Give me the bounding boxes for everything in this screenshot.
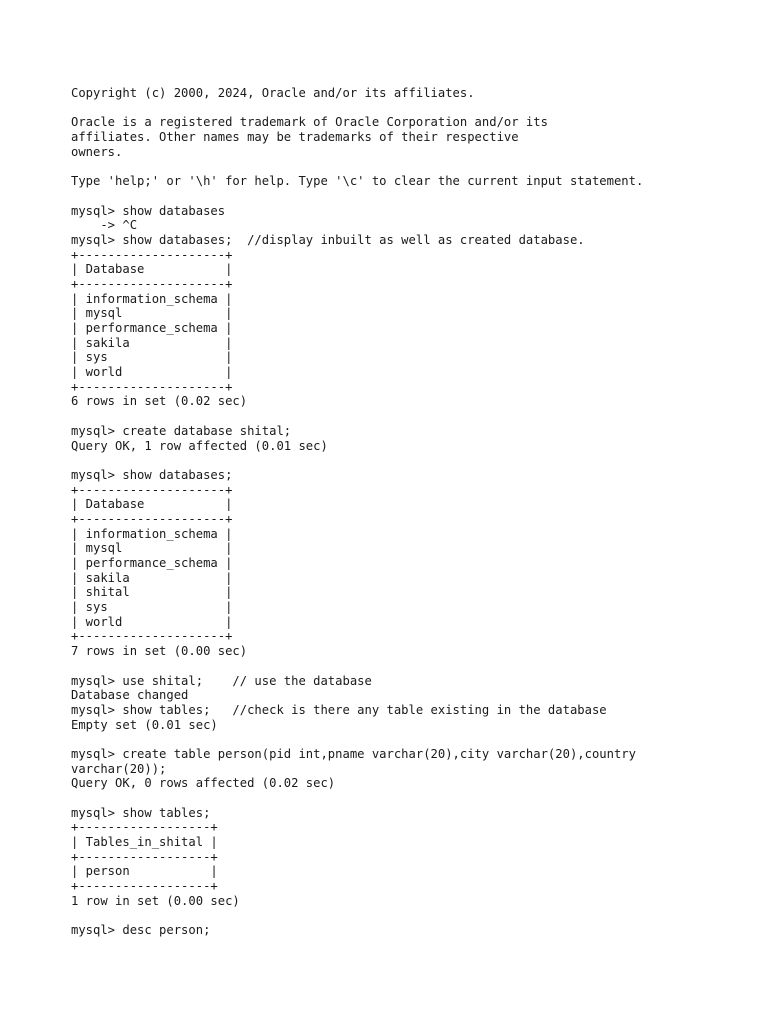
- text-line: | person |: [71, 864, 218, 879]
- text-line: +--------------------+: [71, 482, 233, 497]
- text-line: mysql> use shital; // use the database: [71, 673, 372, 688]
- text-line: | world |: [71, 365, 233, 380]
- text-line: | performance_schema |: [71, 321, 233, 335]
- text-line: mysql> show tables; //check is there any table existing in the database: [71, 702, 607, 717]
- text-line: | information_schema |: [71, 526, 233, 541]
- text-line: | shital |: [71, 585, 233, 600]
- text-line: | performance_schema |: [71, 556, 233, 570]
- text-line: 1 row in set (0.00 sec): [71, 893, 240, 908]
- text-line: mysql> show databases; //display inbuilt as well as created database.: [71, 232, 585, 247]
- text-line: mysql> desc person;: [71, 923, 211, 938]
- text-line: Type 'help;' or '\h' for help. Type '\c' to clear the current input statement.: [71, 174, 644, 189]
- text-line: mysql> show databases: [71, 203, 226, 218]
- document-page: [71, 86, 761, 938]
- text-line: | Tables_in_shital |: [71, 835, 218, 850]
- text-line: [71, 189, 761, 204]
- text-line: [71, 791, 761, 806]
- text-line: Query OK, 1 row affected (0.01 sec): [71, 438, 328, 453]
- text-line: +--------------------+: [71, 511, 233, 526]
- text-line: +--------------------+: [71, 276, 233, 291]
- text-line: Empty set (0.01 sec): [71, 717, 218, 732]
- text-line: | mysql |: [71, 306, 233, 321]
- text-line: | information_schema |: [71, 291, 233, 306]
- text-line: affiliates. Other names may be trademarks of their respective: [71, 130, 519, 145]
- text-line: [71, 101, 761, 116]
- text-line: [71, 409, 761, 424]
- text-line: | world |: [71, 614, 233, 629]
- text-line: | sys |: [71, 350, 233, 365]
- text-line: +------------------+: [71, 820, 218, 835]
- text-line: +--------------------+: [71, 629, 233, 644]
- text-line: +------------------+: [71, 849, 218, 864]
- text-line: | mysql |: [71, 541, 233, 556]
- text-line: Copyright (c) 2000, 2024, Oracle and/or its affiliates.: [71, 86, 475, 100]
- text-line: owners.: [71, 144, 123, 159]
- text-line: 7 rows in set (0.00 sec): [71, 644, 248, 659]
- text-line: [71, 159, 761, 174]
- text-line: mysql> create table person(pid int,pname varchar(20),city varchar(20),country: [71, 746, 636, 761]
- text-line: +------------------+: [71, 879, 218, 894]
- text-line: +--------------------+: [71, 247, 233, 262]
- text-line: Oracle is a registered trademark of Oracle Corporation and/or its: [71, 115, 548, 130]
- text-line: +--------------------+: [71, 379, 233, 394]
- text-line: | sys |: [71, 600, 233, 615]
- text-line: | sakila |: [71, 335, 233, 350]
- text-line: Database changed: [71, 688, 189, 703]
- text-line: [71, 453, 761, 468]
- text-line: 6 rows in set (0.02 sec): [71, 394, 248, 409]
- text-line: varchar(20));: [71, 761, 167, 776]
- text-line: | Database |: [71, 262, 233, 277]
- text-line: [71, 659, 761, 674]
- text-line: mysql> show databases;: [71, 467, 233, 482]
- text-line: [71, 732, 761, 747]
- text-line: mysql> show tables;: [71, 805, 211, 820]
- text-line: mysql> create database shital;: [71, 423, 292, 438]
- text-line: | sakila |: [71, 570, 233, 585]
- text-line: Query OK, 0 rows affected (0.02 sec): [71, 776, 336, 791]
- text-line: [71, 909, 761, 924]
- text-line: -> ^C: [71, 218, 138, 233]
- text-line: | Database |: [71, 497, 233, 512]
